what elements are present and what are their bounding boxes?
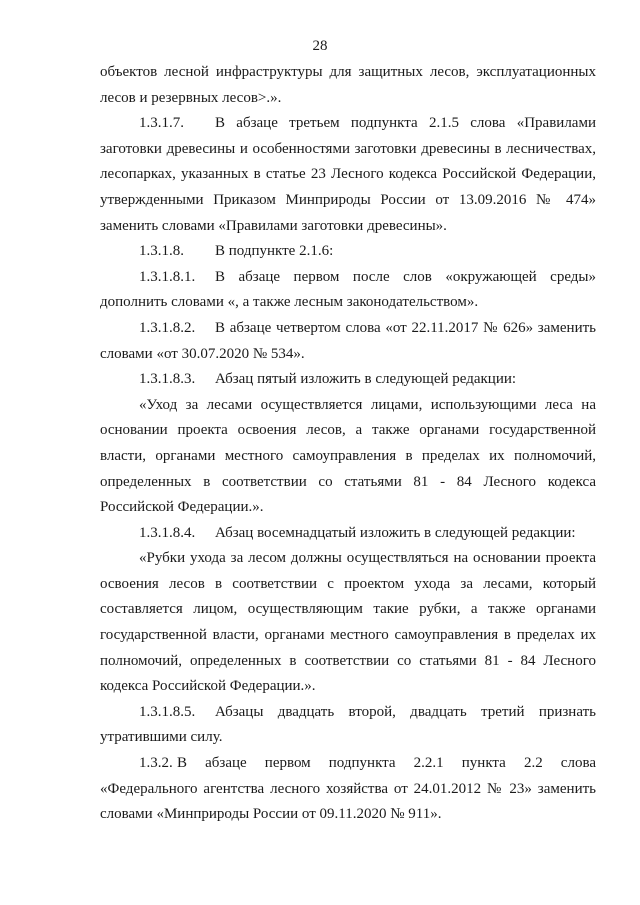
text-line <box>100 265 596 291</box>
text-line: основании проекта освоения лесов, а также органами государственной <box>100 422 596 439</box>
text-line: определенных в соответствии со статьями 81 - 84 Лесного кодекса <box>100 473 596 490</box>
quoted-paragraph <box>100 546 596 700</box>
paragraph-number: 1.3.1.8.5. <box>139 703 196 720</box>
text-fragment: Абзац пятый изложить в следующей редакции: <box>215 371 517 388</box>
text-line: объектов лесной инфраструктуры для защитных лесов, эксплуатационных <box>100 64 596 80</box>
paragraph-number: 1.3.1.7. <box>139 115 184 132</box>
paragraph-number: 1.3.1.8.3. <box>139 371 196 388</box>
text-line <box>100 367 596 393</box>
text-line <box>100 239 596 265</box>
paragraph-1-3-1-8-3 <box>100 367 596 393</box>
text-line: освоения лесов в соответствии с проектом ухода за лесами, который <box>100 575 596 592</box>
text-line: составляется лицом, осуществляющим такие рубки, а также органами <box>100 601 596 618</box>
text-fragment: В абзаце первом подпункта 2.2.1 пункта 2.2 слова <box>177 755 596 772</box>
text-line: лесопарках, указанных в статье 23 Лесного кодекса Российской Федерации, <box>100 166 596 183</box>
text-line: заготовки древесины и особенностями заготовки древесины в лесничествах, <box>100 140 596 157</box>
text-line: лесов и резервных лесов>.». <box>100 89 282 106</box>
text-line: «Федерального агентства лесного хозяйства от 24.01.2012 № 23» заменить <box>100 780 596 797</box>
text-line <box>100 700 596 726</box>
text-line: словами «Минприроды России от 09.11.2020 № 911». <box>100 806 442 823</box>
paragraph-1-3-1-8-5 <box>100 700 596 751</box>
paragraph-1-3-1-8 <box>100 239 596 265</box>
text-line <box>100 316 596 342</box>
text-line: заменить словами «Правилами заготовки древесины». <box>100 217 447 234</box>
text-line: «Рубки ухода за лесом должны осуществляться на основании проекта <box>139 550 596 567</box>
text-line: словами «от 30.07.2020 № 534». <box>100 345 305 362</box>
text-line: утратившими силу. <box>100 729 223 746</box>
document-body <box>100 60 596 828</box>
quoted-paragraph <box>100 393 596 521</box>
text-line: дополнить словами «, а также лесным законодательством». <box>100 294 479 311</box>
text-fragment: Абзац восемнадцатый изложить в следующей редакции: <box>215 524 576 541</box>
paragraph-number: 1.3.1.8. <box>139 243 184 260</box>
paragraph-1-3-2 <box>100 751 596 828</box>
text-line: государственной власти, органами местного самоуправления в пределах их <box>100 627 596 644</box>
page-number: 28 <box>312 38 328 54</box>
text-fragment: В абзаце первом после слов «окружающей среды» <box>215 268 596 285</box>
text-fragment: Абзацы двадцать второй, двадцать третий признать <box>215 703 596 720</box>
text-fragment: В абзаце четвертом слова «от 22.11.2017 № 626» заменить <box>215 319 596 336</box>
text-fragment: В подпункте 2.1.6: <box>215 243 334 260</box>
text-line <box>100 111 596 137</box>
text-line: Российской Федерации.». <box>100 499 264 516</box>
paragraph-number: 1.3.1.8.1. <box>139 268 196 285</box>
paragraph-1-3-1-8-2 <box>100 316 596 367</box>
paragraph-1-3-1-8-1 <box>100 265 596 316</box>
paragraph-1-3-1-8-4 <box>100 521 596 547</box>
paragraph-1-3-1-7 <box>100 111 596 239</box>
text-line: кодекса Российской Федерации.». <box>100 678 316 695</box>
paragraph-number: 1.3.2. <box>139 755 173 772</box>
paragraph-number: 1.3.1.8.2. <box>139 319 196 336</box>
paragraph-continuation <box>100 60 596 111</box>
text-line: утвержденными Приказом Минприроды России от 13.09.2016 № 474» <box>100 191 596 208</box>
paragraph-number: 1.3.1.8.4. <box>139 524 196 541</box>
text-line: полномочий, определенных в соответствии со статьями 81 - 84 Лесного <box>100 652 596 669</box>
text-line <box>100 521 596 547</box>
text-fragment: В абзаце третьем подпункта 2.1.5 слова «Правилами <box>215 115 596 132</box>
text-line <box>100 751 596 777</box>
text-line: «Уход за лесами осуществляется лицами, использующими леса на <box>139 396 596 413</box>
text-line: власти, органами местного самоуправления в пределах их полномочий, <box>100 447 596 464</box>
